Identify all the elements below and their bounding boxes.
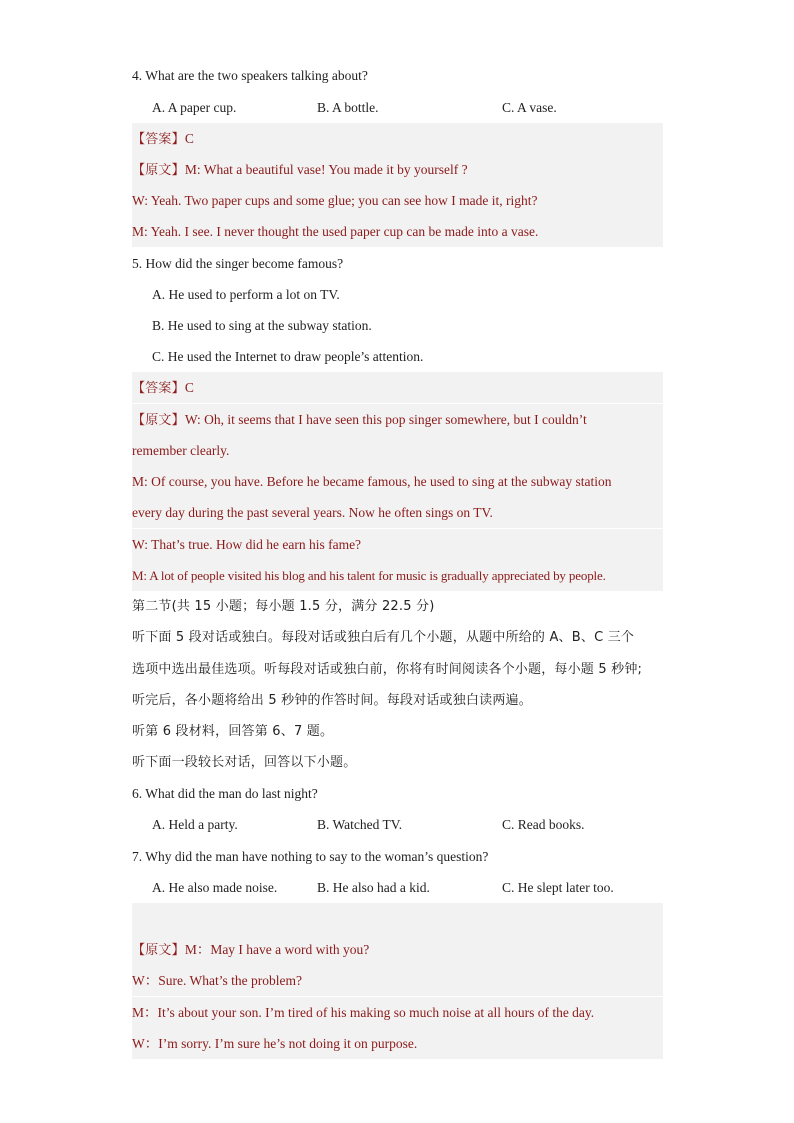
q5-script-line-1: 【原文】W: Oh, it seems that I have seen this pop singer somewhere, but I couldn’t: [132, 404, 663, 435]
q5-script-line-2: remember clearly.: [132, 435, 663, 466]
q5-option-b: B. He used to sing at the subway station.: [152, 318, 372, 333]
question-7-options: [132, 872, 663, 903]
question-6-text: 6. What did the man do last night?: [132, 786, 318, 801]
q6-option-c: C. Read books.: [502, 817, 585, 832]
question-6-options: [132, 809, 663, 840]
q4-option-b: B. A bottle.: [317, 100, 379, 115]
q67-answer: [132, 903, 663, 934]
q4-script-line-2: W: Yeah. Two paper cups and some glue; you can see how I made it, right?: [132, 185, 663, 216]
q4-option-c: C. A vase.: [502, 100, 557, 115]
q67-script-line-3: M：It’s about your son. I’m tired of his making so much noise at all hours of the day.: [132, 997, 663, 1028]
answer-value: C: [184, 380, 194, 395]
answer-value: C: [184, 131, 194, 146]
q7-option-a: A. He also made noise.: [152, 880, 278, 895]
q5-script-line-3: M: Of course, you have. Before he became famous, he used to sing at the subway station: [132, 466, 663, 497]
q4-script-line-1: 【原文】M: What a beautiful vase! You made it by yourself ?: [132, 154, 663, 185]
q4-answer: [132, 123, 663, 154]
question-4: [132, 60, 663, 91]
q5-option-c: C. He used the Internet to draw people’s attention.: [152, 349, 424, 364]
question-4-text: 4. What are the two speakers talking about?: [132, 68, 368, 83]
section-2-lead: 听下面一段较长对话，回答以下小题。: [132, 755, 357, 770]
section-2-instructions-1: 听下面 5 段对话或独白。每段对话或独白后有几个小题，从题中所给的 A、B、C 三个: [132, 630, 635, 645]
q5-option-a: A. He used to perform a lot on TV.: [152, 287, 340, 302]
q5-script-line-4: every day during the past several years. Now he often sings on TV.: [132, 497, 663, 528]
section-2-instructions-3: 听完后，各小题将给出 5 秒钟的作答时间。每段对话或独白读两遍。: [132, 693, 532, 708]
question-7: [132, 841, 663, 872]
section-2-material: 听第 6 段材料，回答第 6、7 题。: [132, 724, 334, 739]
q6-option-a: A. Held a party.: [152, 817, 238, 832]
q7-option-c: C. He slept later too.: [502, 880, 614, 895]
question-5: [132, 248, 663, 279]
section-2-instructions-2: 选项中选出最佳选项。听每段对话或独白前，你将有时间阅读各个小题，每小题 5 秒钟;: [132, 662, 643, 677]
answer-label: 【答案】: [132, 381, 185, 396]
question-4-options: [132, 92, 663, 123]
question-6: [132, 778, 663, 809]
q67-script-line-2: W：Sure. What’s the problem?: [132, 965, 663, 996]
question-7-text: 7. Why did the man have nothing to say to the woman’s question?: [132, 849, 489, 864]
script-label: 【原文】: [132, 943, 185, 958]
q4-script-line-3: M: Yeah. I see. I never thought the used paper cup can be made into a vase.: [132, 216, 663, 247]
q7-option-b: B. He also had a kid.: [317, 880, 430, 895]
q5-script-line-5: W: That’s true. How did he earn his fame?: [132, 529, 663, 560]
q5-answer: [132, 372, 663, 403]
script-label: 【原文】: [132, 163, 185, 178]
q67-script-line-1: 【原文】M：May I have a word with you?: [132, 934, 663, 965]
section-2-title: 第二节(共 15 小题；每小题 1.5 分，满分 22.5 分): [132, 599, 435, 614]
script-label: 【原文】: [132, 413, 185, 428]
question-5-text: 5. How did the singer become famous?: [132, 256, 344, 271]
q4-option-a: A. A paper cup.: [152, 100, 237, 115]
q6-option-b: B. Watched TV.: [317, 817, 403, 832]
q67-script-line-4: W：I’m sorry. I’m sure he’s not doing it on purpose.: [132, 1028, 663, 1059]
q5-script-line-6: M: A lot of people visited his blog and his talent for music is gradually appreciated by people.: [132, 560, 663, 591]
answer-label: 【答案】: [132, 132, 185, 147]
